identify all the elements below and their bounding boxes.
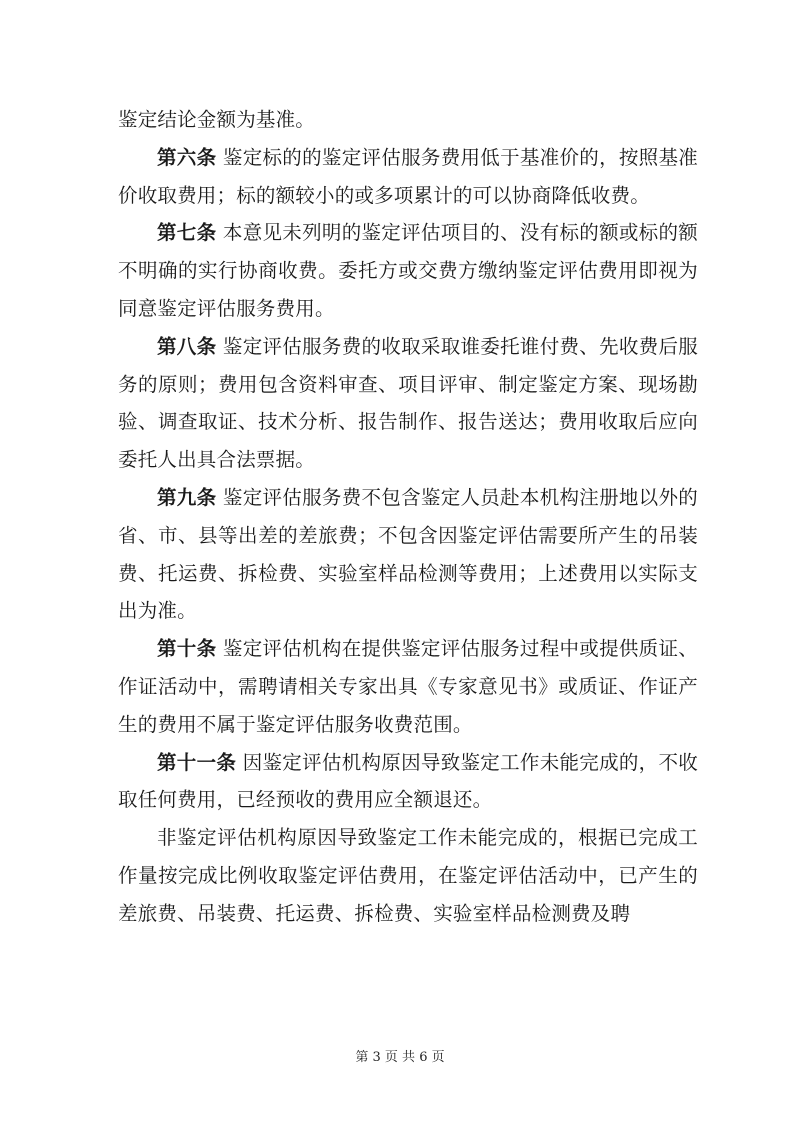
article-paragraph bbox=[118, 630, 698, 743]
article-text: 本意见未列明的鉴定评估项目的、没有标的额或标的额不明确的实行协商收费。委托方或交费方缴纳鉴定评估费用即视为同意鉴定评估服务费用。 bbox=[118, 221, 698, 320]
article-title: 第六条 bbox=[157, 145, 217, 169]
article-text: 鉴定评估机构在提供鉴定评估服务过程中或提供质证、作证活动中，需聘请相关专家出具《专家意见书》或质证、作证产生的费用不属于鉴定评估服务收费范围。 bbox=[118, 637, 698, 736]
article-paragraph bbox=[118, 328, 698, 479]
article-paragraph bbox=[118, 479, 698, 630]
document-body bbox=[118, 101, 698, 933]
article-title: 第七条 bbox=[157, 221, 217, 245]
article-text: 鉴定标的的鉴定评估服务费用低于基准价的，按照基准价收取费用；标的额较小的或多项累计的可以协商降低收费。 bbox=[118, 145, 698, 207]
article-title: 第九条 bbox=[157, 485, 217, 509]
paragraph bbox=[118, 819, 698, 932]
article-text: 鉴定评估服务费不包含鉴定人员赴本机构注册地以外的省、市、县等出差的差旅费；不包含因鉴定评估需要所产生的吊装费、托运费、拆检费、实验室样品检测等费用；上述费用以实际支出为准。 bbox=[118, 485, 698, 623]
article-paragraph bbox=[118, 744, 698, 820]
article-title: 第八条 bbox=[157, 334, 217, 358]
article-paragraph bbox=[118, 139, 698, 215]
page-number: 第 3 页 共 6 页 bbox=[355, 1050, 445, 1065]
paragraph-text: 鉴定结论金额为基准。 bbox=[118, 108, 316, 131]
paragraph-text: 非鉴定评估机构原因导致鉴定工作未能完成的，根据已完成工作量按完成比例收取鉴定评估费用，在鉴定评估活动中，已产生的差旅费、吊装费、托运费、拆检费、实验室样品检测费及聘 bbox=[118, 826, 698, 925]
article-text: 因鉴定评估机构原因导致鉴定工作未能完成的，不收取任何费用，已经预收的费用应全额退还。 bbox=[118, 750, 698, 812]
article-title: 第十条 bbox=[157, 637, 217, 661]
article-text: 鉴定评估服务费的收取采取谁委托谁付费、先收费后服务的原则；费用包含资料审查、项目评审、制定鉴定方案、现场勘验、调查取证、技术分析、报告制作、报告送达；费用收取后应向委托人出具合法票据。 bbox=[118, 334, 698, 472]
article-title: 第十一条 bbox=[157, 750, 237, 774]
paragraph bbox=[118, 101, 698, 139]
article-paragraph bbox=[118, 214, 698, 327]
